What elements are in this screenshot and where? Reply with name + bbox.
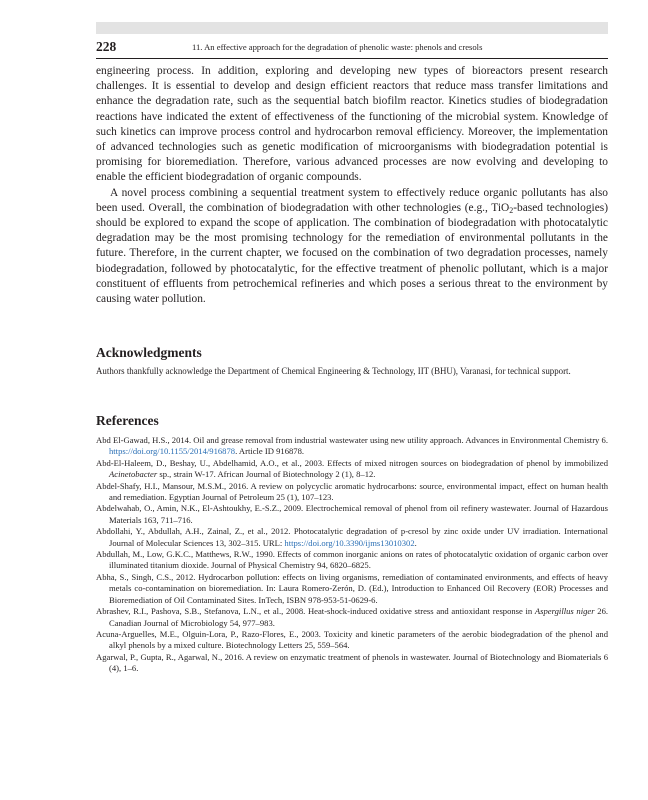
reference-item: Abdullah, M., Low, G.K.C., Matthews, R.W., 1990. Effects of common inorganic anions on rates of photocatalytic oxidation of organic carbon over illuminated titanium dioxide. Journal of Physical Chemistry 94, 6820–6825. <box>96 549 608 571</box>
acknowledgments-heading: Acknowledgments <box>96 345 202 360</box>
page-header <box>96 39 608 55</box>
header-rule <box>96 58 608 59</box>
reference-item: Abdel-Shafy, H.I., Mansour, M.S.M., 2016. A review on polycyclic aromatic hydrocarbons: source, environmental impact, effect on human health and remediation. Egyptian Journal of Petroleum 25 (1), 107–123. <box>96 480 608 503</box>
top-bar <box>96 22 608 34</box>
body-paragraph-2: A novel process combining a sequential treatment system to effectively reduce organic pollutants has also been used. Overall, the combination of biodegradation with other technologies (e.g., TiO$_2$-based technologies) should be explored to expand the scope of application. The combination of biodegradation with photocatalytic degradation may be the most promising technology for the remediation of environmental pollutants in the future. Therefore, in the current chapter, we focused on the combination of two degradation processes, namely biodegradation, followed by photocatalytic, for the effective treatment of phenolic pollutant, which is a major constituent of effluents from petrochemical refineries and which poses a serious threat to the environment by causing water pollution. <box>96 186 608 306</box>
doi-link[interactable]: https://doi.org/10.1155/2014/916878 <box>109 446 236 457</box>
reference-list <box>96 435 608 675</box>
reference-item: Abd-El-Haleem, D., Beshay, U., Abdelhamid, A.O., et al., 2003. Effects of mixed nitrogen sources on biodegradation of phenol by immobilized Acinetobacter sp., strain W-17. African Journal of Biotechnology 2 (1), 8–12. <box>96 457 608 480</box>
body-paragraph-1: engineering process. In addition, exploring and developing new types of bioreactors present research challenges. It is essential to develop and design efficient reactors that reduce mass transfer limitations and enhance the degradation rate, such as the sequential batch biofilm reactor. Kinetics studies of biodegradation reactions have indicated the extent of effectiveness of the functioning of the microbial system. Knowledge of such kinetics can improve process control and hydrocarbon removal efficiency. Moreover, the implementation of advanced technologies such as genetic modification of microorganisms with biodegradation potential is promising for bioremediation. Therefore, various advanced processes are now evolving and developing to enable the efficient biodegradation of organic compounds. <box>96 65 608 184</box>
running-head: 11. An effective approach for the degradation of phenolic waste: phenols and cresols <box>192 42 483 52</box>
reference-item: Abdelwahab, O., Amin, N.K., El-Ashtoukhy, E.-S.Z., 2009. Electrochemical removal of phenol from oil refinery wastewater. Journal of Hazardous Materials 163, 711–716. <box>96 503 608 525</box>
references-heading: References <box>96 413 159 428</box>
reference-item: Agarwal, P., Gupta, R., Agarwal, N., 2016. A review on enzymatic treatment of phenols in wastewater. Journal of Biotechnology and Biomaterials 6 (4), 1–6. <box>96 651 608 674</box>
doi-link[interactable]: https://doi.org/10.3390/ijms13010302 <box>284 537 415 548</box>
reference-item: Abdollahi, Y., Abdullah, A.H., Zainal, Z., et al., 2012. Photocatalytic degradation of p-cresol by zinc oxide under UV irradiation. International Journal of Molecular Sciences 13, 302–315. URL: https://doi.org/10.3390/ijms13010302. <box>96 526 608 548</box>
body-text <box>96 64 608 307</box>
reference-item: Abrashev, R.I., Pashova, S.B., Stefanova, L.N., et al., 2008. Heat-shock-induced oxidative stress and antioxidant response in Aspergillus niger 26. Canadian Journal of Microbiology 54, 977–983. <box>96 606 609 628</box>
reference-item: Abha, S., Singh, C.S., 2012. Hydrocarbon pollution: effects on living organisms, remediation of contaminated environments, and effects of heavy metals co-contamination on bioremediation. In: Laura Romero-Zerón, D. (Ed.), Introduction to Enhanced Oil Recovery (EOR) Processes and Bioremediation of Oil Contaminated Sites. InTech, ISBN 978-953-51-0629-6. <box>96 571 608 605</box>
reference-item: Acuna-Arguelles, M.E., Olguin-Lora, P., Razo-Flores, E., 2003. Toxicity and kinetic parameters of the aerobic biodegradation of the phenol and alkyl phenols by a mixed culture. Biotechnology Letters 25, 559–564. <box>96 628 608 651</box>
reference-item: Abd El-Gawad, H.S., 2014. Oil and grease removal from industrial wastewater using new utility approach. Advances in Environmental Chemistry 6. https://doi.org/10.1155/2014/916878. Article ID 916878. <box>96 435 608 457</box>
page-number: 228 <box>96 39 117 54</box>
acknowledgments-text: Authors thankfully acknowledge the Department of Chemical Engineering & Technology, IIT (BHU), Varanasi, for technical support. <box>96 366 571 376</box>
